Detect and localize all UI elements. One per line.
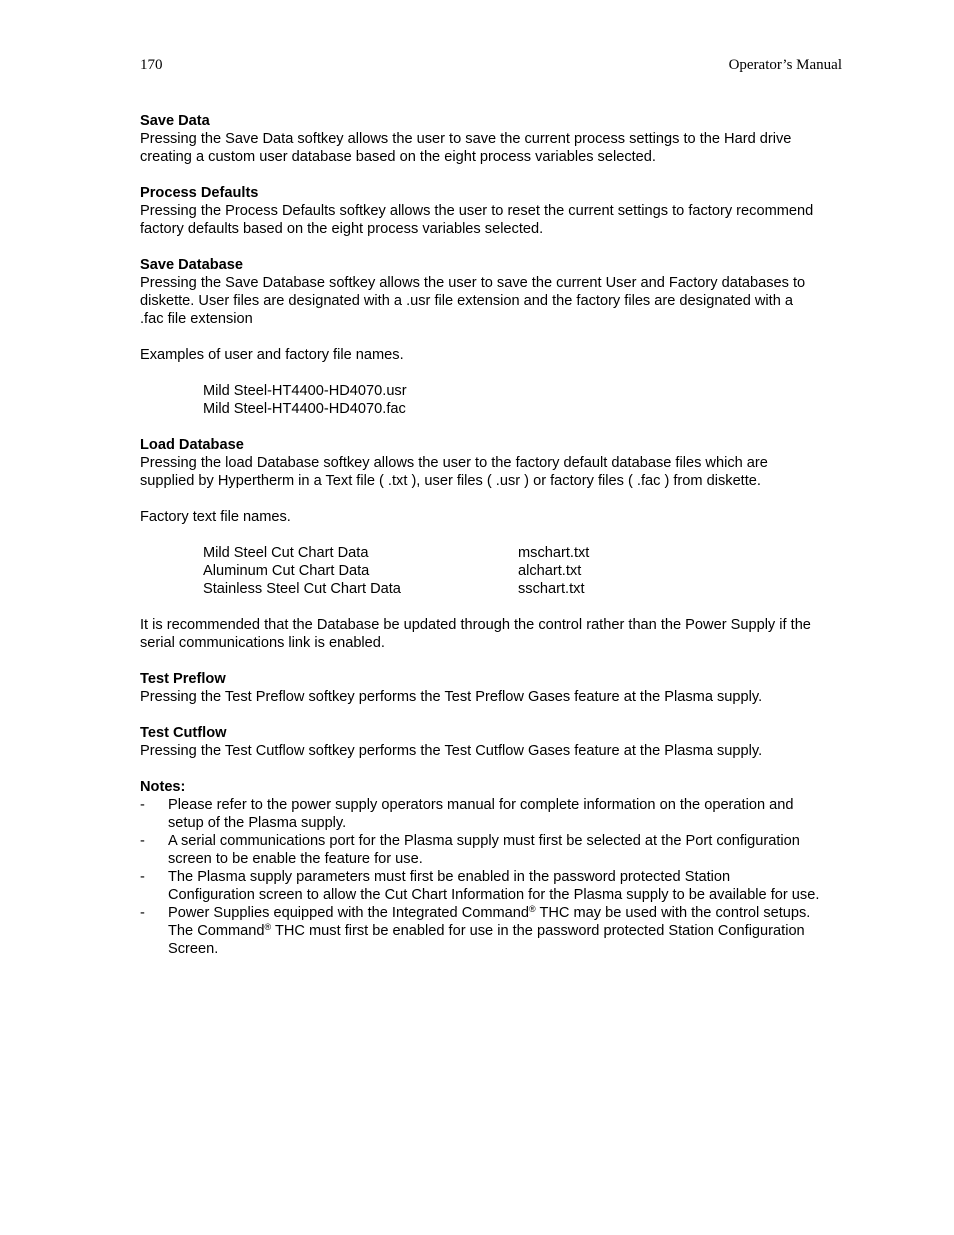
note-bullet: - [140,869,145,885]
notes-list [140,796,820,958]
note-text-part: THC must first be enabled for use in the password protected Station Configuration Screen. [168,923,805,957]
example-file-name: Mild Steel-HT4400-HD4070.usr [203,383,407,399]
section-body: Pressing the Save Database softkey allows the user to save the current User and Factory databases to diskette. User files are designated with a .usr file extension and the factory files are designated with a .fac file extension [140,275,806,327]
file-name: alchart.txt [518,563,582,579]
page-content [140,112,820,958]
section-process-defaults [140,184,820,238]
factory-file-row [203,544,820,562]
recommendation-text: It is recommended that the Database be updated through the control rather than the Power Supply if the serial communications link is enabled. [140,617,811,651]
factory-file-table [140,544,820,598]
file-name: mschart.txt [518,545,590,561]
factory-file-row [203,580,820,598]
note-text: A serial communications port for the Plasma supply must first be selected at the Port configuration screen to be enable the feature for use. [168,833,800,867]
section-heading: Save Data [140,113,210,129]
page-number: 170 [140,57,163,73]
section-body: Pressing the Save Data softkey allows the user to save the current process settings to the Hard drive creating a custom user database based on the eight process variables selected. [140,131,792,165]
note-item [140,832,820,868]
factory-files-intro-block [140,508,820,526]
note-item [140,904,820,958]
examples-intro-block [140,346,820,364]
section-heading: Load Database [140,437,244,453]
factory-file-row [203,562,820,580]
note-text [168,905,810,957]
note-bullet: - [140,797,145,813]
section-save-database [140,256,820,328]
section-save-data [140,112,820,166]
running-title: Operator’s Manual [728,57,842,73]
example-file-list [140,382,820,418]
note-bullet: - [140,833,145,849]
factory-files-intro: Factory text file names. [140,509,291,525]
section-body: Pressing the Test Preflow softkey performs the Test Preflow Gases feature at the Plasma supply. [140,689,763,705]
note-text-part: Power Supplies equipped with the Integrated Command [168,905,530,921]
section-load-database [140,436,820,490]
file-description: Aluminum Cut Chart Data [203,563,370,579]
notes-title: Notes: [140,779,186,795]
file-description: Stainless Steel Cut Chart Data [203,581,401,597]
page-header [140,57,842,77]
section-body: Pressing the Test Cutflow softkey performs the Test Cutflow Gases feature at the Plasma supply. [140,743,763,759]
example-file-name: Mild Steel-HT4400-HD4070.fac [203,401,406,417]
section-test-preflow [140,670,820,706]
note-item [140,868,820,904]
examples-intro: Examples of user and factory file names. [140,347,404,363]
note-text: Please refer to the power supply operators manual for complete information on the operation and setup of the Plasma supply. [168,797,794,831]
registered-mark: ® [529,904,536,914]
section-heading: Save Database [140,257,244,273]
note-text-part: THC may be used with the control setups. The Command [168,905,811,939]
section-body: Pressing the Process Defaults softkey allows the user to reset the current settings to factory recommend factory defaults based on the eight process variables selected. [140,203,814,237]
note-item [140,796,820,832]
note-text: The Plasma supply parameters must first be enabled in the password protected Station Configuration screen to allow the Cut Chart Information for the Plasma supply to be available for use. [168,869,820,903]
section-test-cutflow [140,724,820,760]
registered-mark: ® [264,922,272,932]
section-body: Pressing the load Database softkey allows the user to the factory default database files which are supplied by Hypertherm in a Text file ( .txt ), user files ( .usr ) or factory files ( .fac ) from diskette. [140,455,768,489]
section-heading: Test Cutflow [140,725,227,741]
file-description: Mild Steel Cut Chart Data [203,545,369,561]
note-bullet: - [140,905,145,921]
section-heading: Test Preflow [140,671,226,687]
file-name: sschart.txt [518,581,585,597]
section-heading: Process Defaults [140,185,259,201]
recommendation-block [140,616,820,652]
